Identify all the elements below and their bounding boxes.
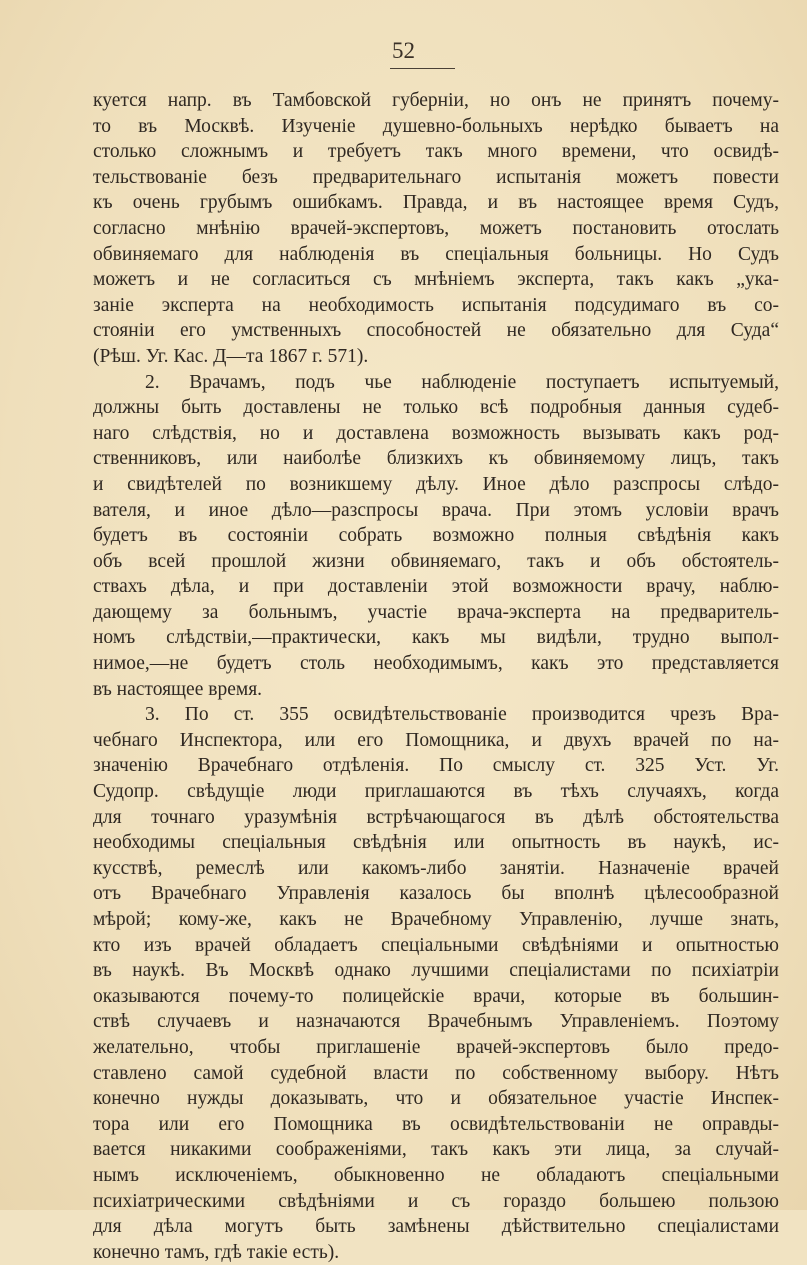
text-line: будетъ въ состояніи собрать возможно полныя свѣдѣнія какъ	[93, 525, 779, 547]
page-number: 52	[392, 38, 415, 63]
text-line: для дѣла могутъ быть замѣнены дѣйствительно спеціалистами	[93, 1216, 779, 1238]
text-line: вателя, и иное дѣло—разспросы врача. При этомъ условіи врачъ	[93, 499, 779, 521]
text-line: обвиняемаго для наблюденія въ спеціальныя больницы. Но Судъ	[93, 243, 779, 265]
text-line: чебнаго Инспектора, или его Помощника, и двухъ врачей по на-	[93, 729, 779, 751]
text-line: психіатрическими свѣдѣніями и съ гораздо большею пользою	[93, 1190, 779, 1212]
text-line: (Рѣш. Уг. Кас. Д—та 1867 г. 571).	[93, 345, 369, 367]
text-line: столько сложнымъ и требуетъ такъ много времени, что освидѣ-	[93, 141, 779, 163]
text-line: оказываются почему-то полицейскіе врачи, которые въ большин-	[93, 985, 779, 1007]
text-line: тора или его Помощника въ освидѣтельствованіи не оправды-	[93, 1113, 779, 1135]
text-line: конечно тамъ, гдѣ такіе есть).	[93, 1241, 340, 1263]
text-line: номъ слѣдствіи,—практически, какъ мы видѣли, трудно выпол-	[93, 627, 779, 649]
text-line: кусствѣ, ремеслѣ или какомъ-либо занятіи. Назначеніе врачей	[93, 857, 779, 879]
text-line: и свидѣтелей по возникшему дѣлу. Иное дѣло разспросы слѣдо-	[93, 473, 779, 495]
text-line: 3. По ст. 355 освидѣтельствованіе производится чрезъ Вра-	[145, 704, 779, 726]
text-line: 2. Врачамъ, подъ чье наблюденіе поступаетъ испытуемый,	[145, 371, 779, 393]
text-line: можетъ и не согласиться съ мнѣніемъ эксперта, такъ какъ „ука-	[93, 269, 779, 291]
text-line: въ настоящее время.	[93, 678, 263, 700]
text-line: то въ Москвѣ. Изученіе душевно-больныхъ нерѣдко бываетъ на	[93, 115, 779, 137]
text-line: къ очень грубымъ ошибкамъ. Правда, и въ настоящее время Судъ,	[93, 192, 779, 214]
text-line: ствѣ случаевъ и назначаются Врачебнымъ Управленіемъ. Поэтому	[93, 1011, 779, 1033]
paragraph-1	[93, 88, 779, 370]
text-line: ствахъ дѣла, и при доставленіи этой возможности врачу, наблю-	[93, 576, 779, 598]
text-line: Судопр. свѣдущіе люди приглашаются въ тѣхъ случаяхъ, когда	[93, 781, 779, 803]
text-line: мѣрой; кому-же, какъ не Врачебному Управленію, лучше знать,	[93, 909, 779, 930]
text-line: нимое,—не будетъ столь необходимымъ, какъ это представляется	[93, 653, 779, 675]
text-line: отъ Врачебнаго Управленія казалось бы вполнѣ цѣлесообразной	[93, 883, 779, 905]
text-line: должны быть доставлены не только всѣ подробныя данныя судеб-	[93, 397, 779, 419]
text-line: дающему за больнымъ, участіе врача-эксперта на предваритель-	[93, 601, 779, 623]
text-line: необходимы спеціальныя свѣдѣнія или опытность въ наукѣ, ис-	[93, 832, 779, 854]
text-line: заніе эксперта на необходимость испытанія подсудимаго въ со-	[93, 294, 779, 316]
body-text	[93, 88, 779, 1265]
text-line: объ всей прошлой жизни обвиняемаго, такъ и объ обстоятель-	[93, 550, 779, 572]
text-line: кто изъ врачей обладаетъ спеціальными свѣдѣніями и опытностью	[93, 934, 779, 956]
text-line: значенію Врачебнаго отдѣленія. По смыслу ст. 325 Уст. Уг.	[93, 755, 779, 777]
text-line: въ наукѣ. Въ Москвѣ однако лучшими спеціалистами по психіатріи	[93, 960, 779, 982]
text-line: нымъ исключеніемъ, обыкновенно не обладаютъ спеціальными	[93, 1164, 779, 1186]
text-line: тельствованіе безъ предварительнаго испытанія можетъ повести	[93, 166, 779, 188]
text-line: конечно нужды доказывать, что и обязательное участіе Инспек-	[93, 1088, 779, 1110]
paragraph-3	[93, 702, 779, 1265]
text-line: ственниковъ, или наиболѣе близкихъ къ обвиняемому лицъ, такъ	[93, 448, 779, 470]
text-line: стояніи его умственныхъ способностей не обязательно для Суда“	[93, 320, 779, 342]
text-line: желательно, чтобы приглашеніе врачей-экспертовъ было предо-	[93, 1036, 779, 1058]
text-line: для точнаго уразумѣнія встрѣчающагося въ дѣлѣ обстоятельства	[93, 806, 779, 828]
text-line: куется напр. въ Тамбовской губерніи, но онъ не принятъ почему-	[93, 90, 779, 111]
paragraph-2	[93, 370, 779, 703]
text-line: наго слѣдствія, но и доставлена возможность вызывать какъ род-	[93, 422, 779, 444]
text-line: согласно мнѣнію врачей-экспертовъ, можетъ постановить отослать	[93, 217, 779, 239]
header-rule	[390, 68, 455, 69]
text-line: вается никакими соображеніями, такъ какъ эти лица, за случай-	[93, 1139, 779, 1161]
text-line: ставлено самой судебной власти по собственному выбору. Нѣтъ	[93, 1062, 779, 1084]
